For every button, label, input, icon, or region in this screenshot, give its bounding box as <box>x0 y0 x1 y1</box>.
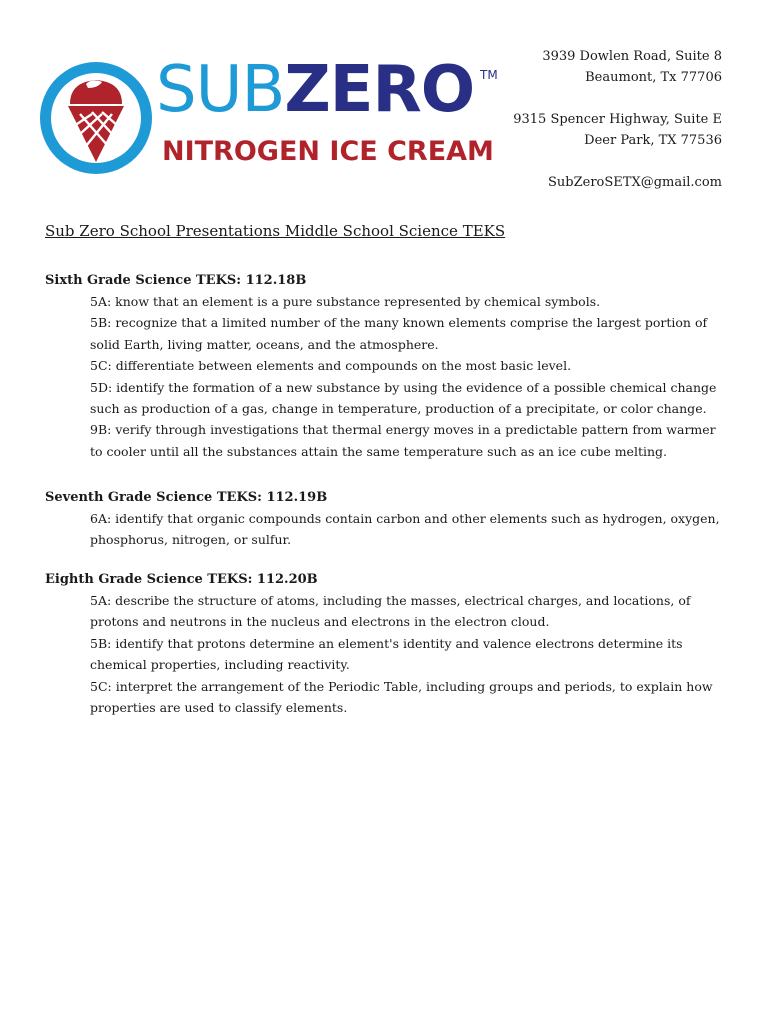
section-heading: Eighth Grade Science TEKS: 112.20B <box>45 572 318 587</box>
logo-circle <box>40 62 152 174</box>
address-1-line-2: Beaumont, Tx 77706 <box>585 70 722 85</box>
section-heading: Sixth Grade Science TEKS: 112.18B <box>45 273 307 288</box>
teks-item: 5A: know that an element is a pure substance represented by chemical symbols. <box>90 294 601 309</box>
subzero-logo <box>40 53 500 174</box>
trademark-symbol: TM <box>480 68 498 82</box>
ice-cream-cone-icon <box>58 74 134 164</box>
section-eighth-grade <box>45 569 725 718</box>
teks-item: 6A: identify that organic compounds contain carbon and other elements such as hydrogen, oxygen, phosphorus, nitrogen, or sulfur. <box>90 511 720 548</box>
section-sixth-grade <box>45 270 725 462</box>
section-heading: Seventh Grade Science TEKS: 112.19B <box>45 490 328 505</box>
teks-item: 5C: interpret the arrangement of the Periodic Table, including groups and periods, to explain how properties are used to classify elements. <box>90 678 713 716</box>
address-1-line-1: 3939 Dowlen Road, Suite 8 <box>542 49 722 64</box>
teks-item: 5B: recognize that a limited number of the many known elements comprise the largest portion of solid Earth, living matter, oceans, and the atmosphere. <box>90 315 708 352</box>
contact-email: SubZeroSETX@gmail.com <box>548 175 722 190</box>
teks-item: 5A: describe the structure of atoms, including the masses, electrical charges, and locations, of protons and neutrons in the nucleus and electrons in the electron cloud. <box>90 593 691 630</box>
teks-list <box>90 508 725 551</box>
section-seventh-grade <box>45 487 725 551</box>
teks-list <box>90 590 725 718</box>
contact-block <box>462 46 722 193</box>
teks-list <box>90 291 725 462</box>
address-2-line-1: 9315 Spencer Highway, Suite E <box>513 112 722 127</box>
logo-tagline: NITROGEN ICE CREAM <box>162 136 494 167</box>
teks-item: 5B: identify that protons determine an element's identity and valence electrons determine its chemical properties, including reactivity. <box>90 635 683 673</box>
teks-item: 5D: identify the formation of a new substance by using the evidence of a possible chemical change such as production of a gas, change in temperature, production of a precipitate, or color change. <box>90 379 717 417</box>
address-2-line-2: Deer Park, TX 77536 <box>584 133 722 148</box>
document-title: Sub Zero School Presentations Middle School Science TEKS <box>45 222 506 240</box>
teks-item: 9B: verify through investigations that thermal energy moves in a predictable pattern from warmer to cooler until all the substances attain the same temperature such as an ice cube melting. <box>90 422 716 459</box>
teks-item: 5C: differentiate between elements and compounds on the most basic level. <box>90 358 572 374</box>
logo-wordmark: SUBZERO <box>156 53 475 127</box>
